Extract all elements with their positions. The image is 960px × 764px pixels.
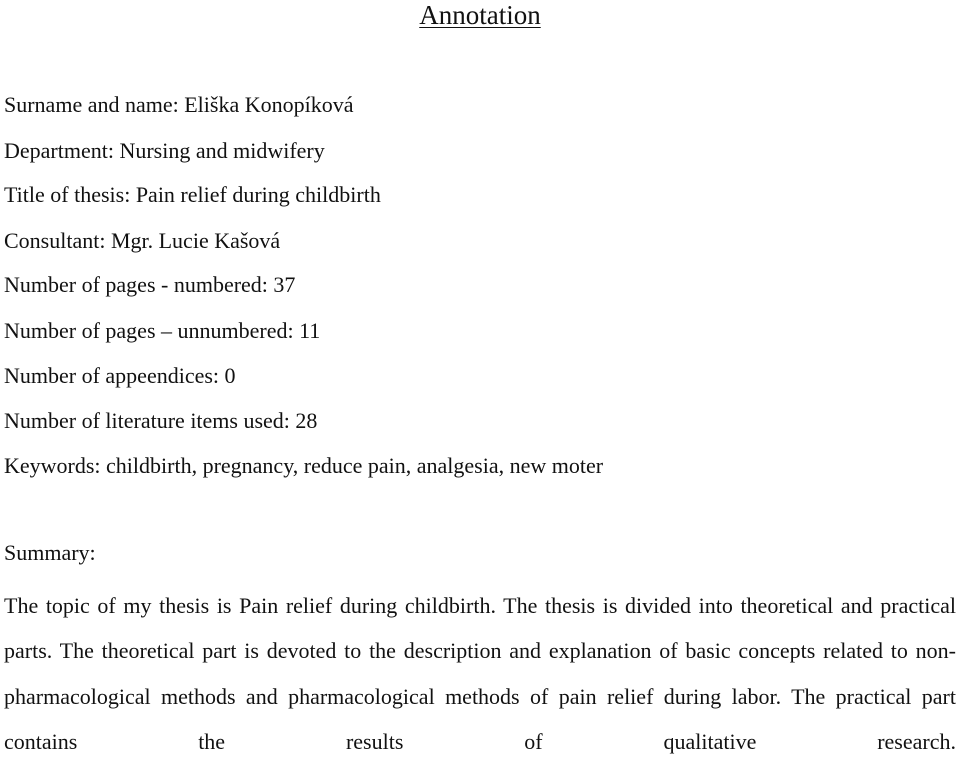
page-title: Annotation xyxy=(419,0,541,30)
appendices-field: Number of appeendices: 0 xyxy=(4,363,236,388)
literature-field: Number of literature items used: 28 xyxy=(4,408,318,433)
consultant-field: Consultant: Mgr. Lucie Kašová xyxy=(4,228,281,253)
pages-numbered-field: Number of pages - numbered: 37 xyxy=(4,272,296,297)
department-field: Department: Nursing and midwifery xyxy=(4,138,325,163)
keywords-field: Keywords: childbirth, pregnancy, reduce pain, analgesia, new moter xyxy=(4,453,604,478)
pages-unnumbered-field: Number of pages – unnumbered: 11 xyxy=(4,318,321,343)
summary-paragraph: The topic of my thesis is Pain relief during childbirth. The thesis is divided into theoretical and practical parts. The theoretical part is devoted to the description and explanation of basic concepts related to non-pharmacological methods and pharmacological methods of pain relief during labor. The practical part contains the results of qualitative research. xyxy=(4,593,956,754)
summary-heading: Summary: xyxy=(4,540,96,565)
thesis-title-field: Title of thesis: Pain relief during childbirth xyxy=(4,182,381,207)
surname-field: Surname and name: Eliška Konopíková xyxy=(4,92,354,117)
